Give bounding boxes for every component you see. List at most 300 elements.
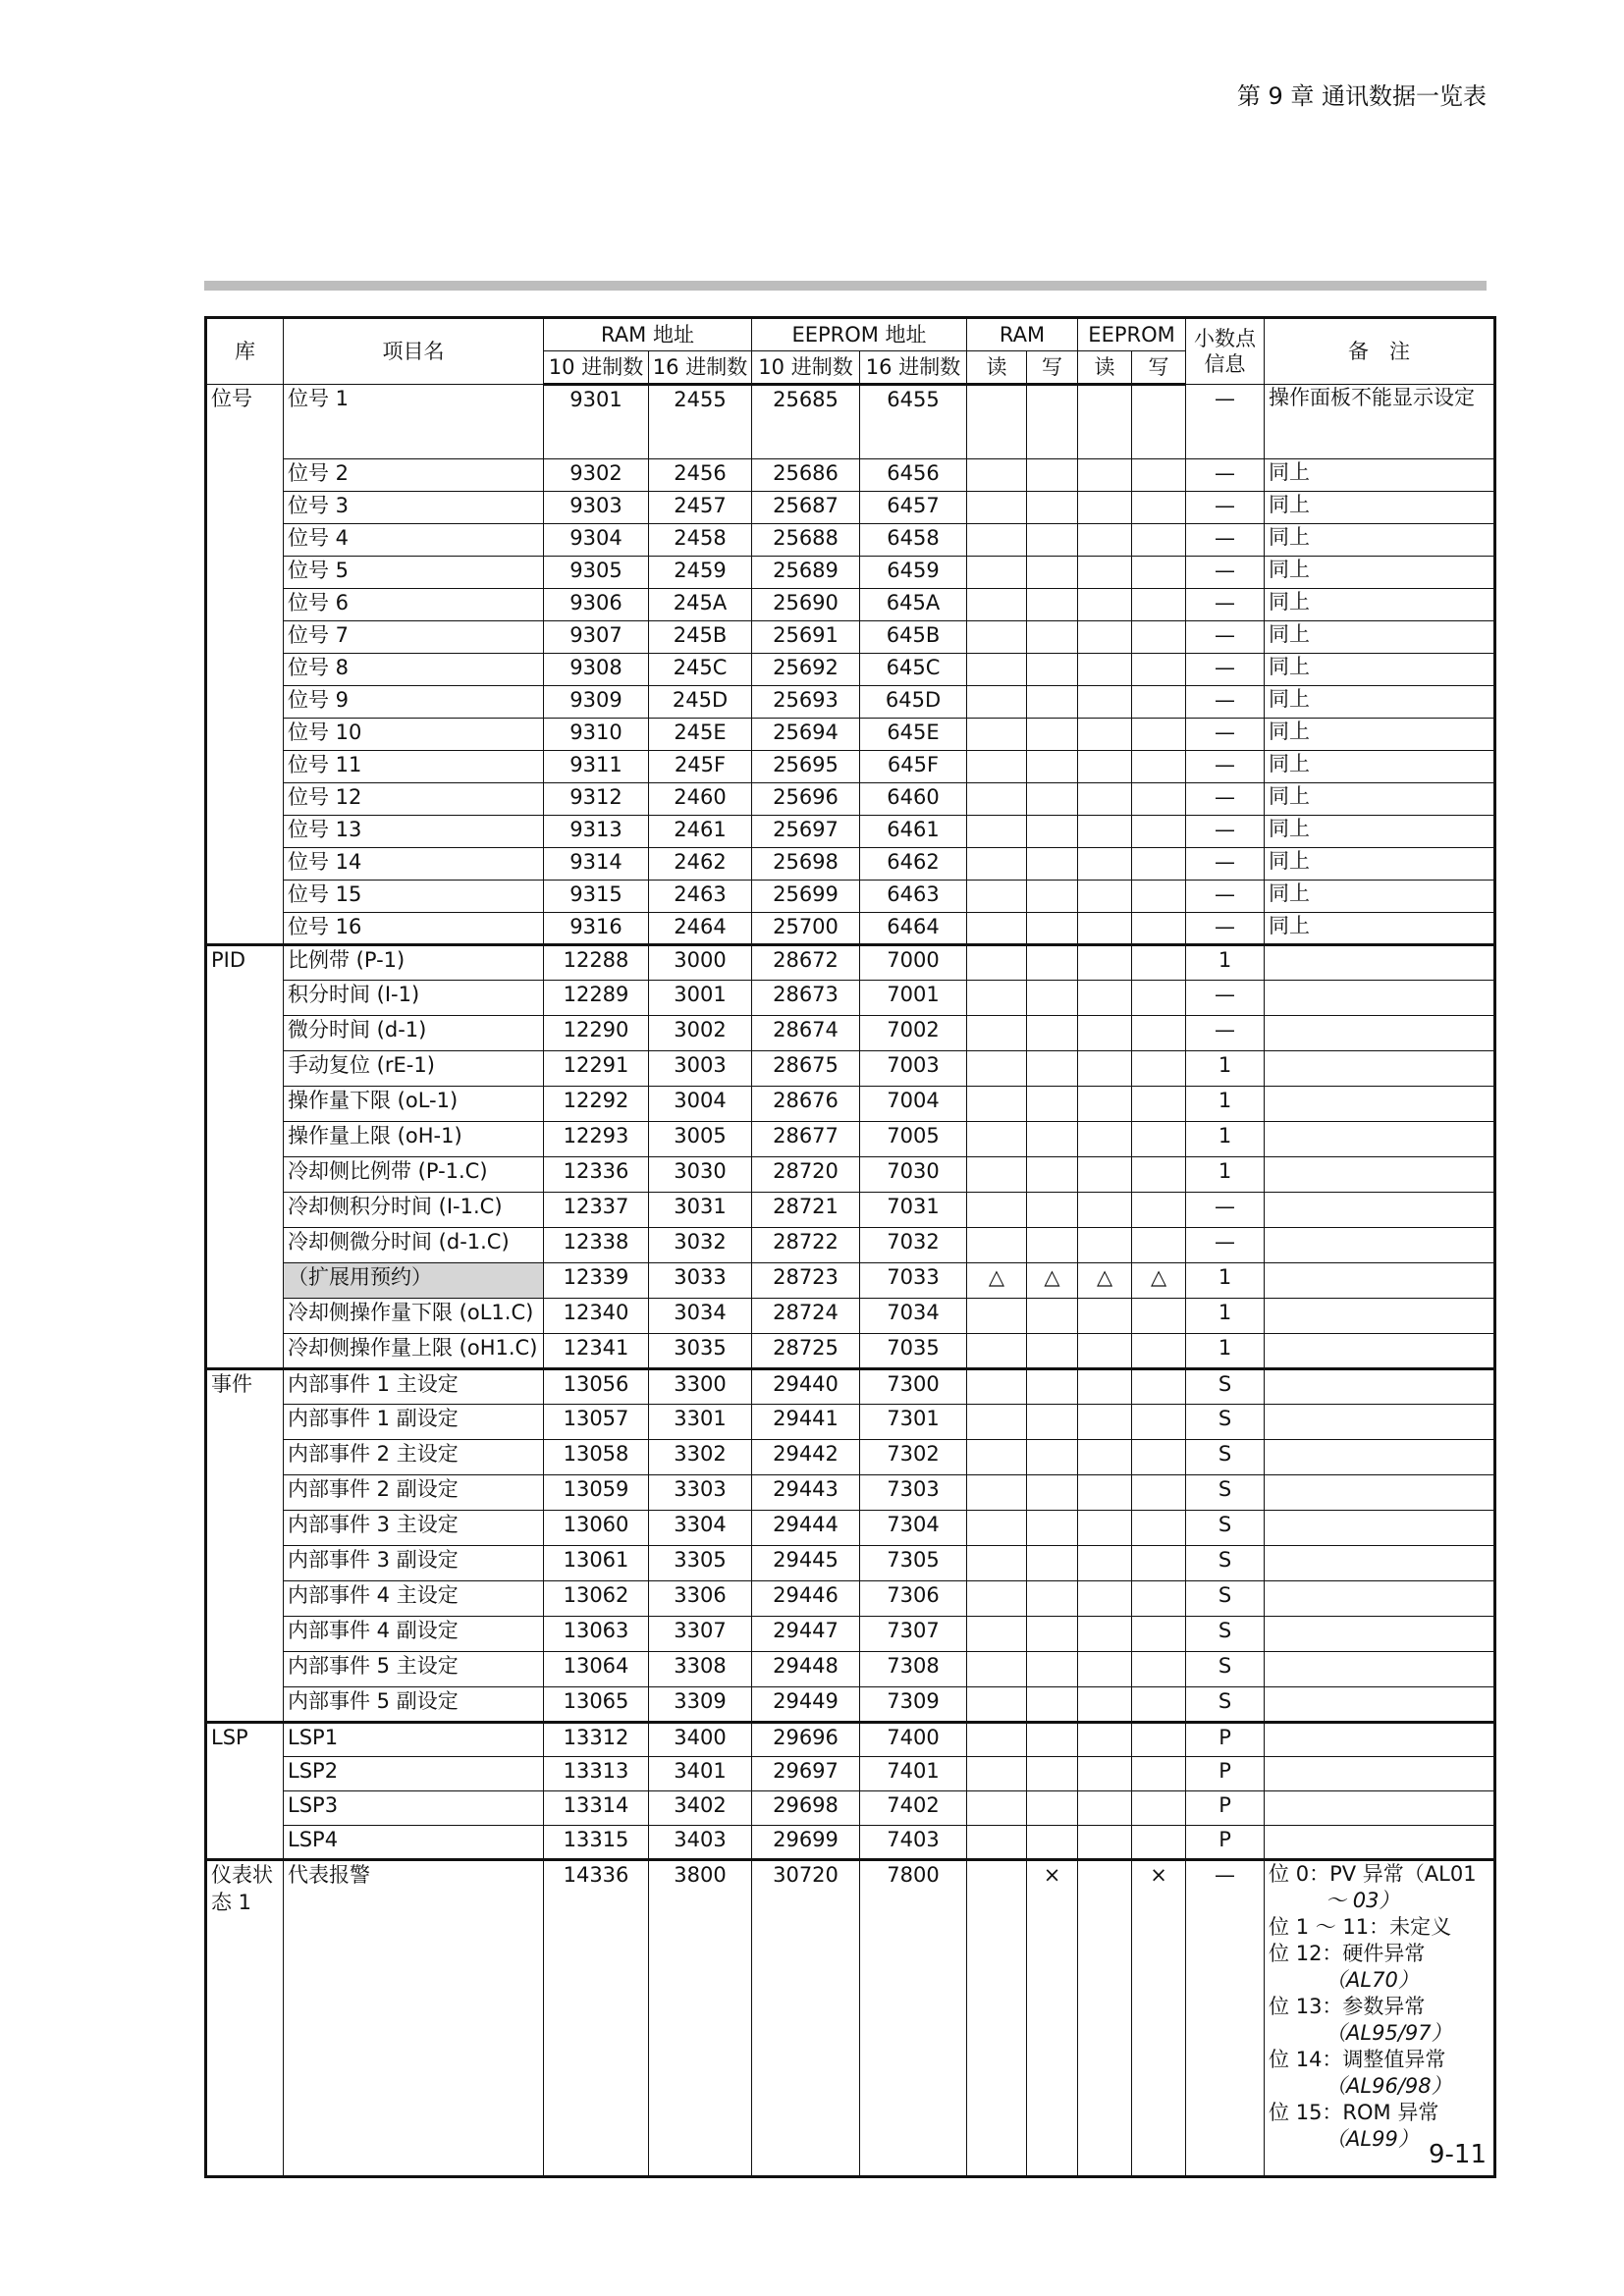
eeprom-write-cell <box>1132 1369 1186 1405</box>
item-name-cell: 积分时间 (I-1) <box>284 981 544 1016</box>
eeprom-dec-cell: 25691 <box>752 621 860 654</box>
ram-write-cell <box>1027 557 1078 589</box>
col-item: 项目名 <box>284 318 544 385</box>
chapter-header: 第 9 章 通讯数据一览表 <box>1236 82 1487 110</box>
col-eeprom: EEPROM <box>1078 318 1186 351</box>
eeprom-read-cell <box>1078 1475 1132 1511</box>
col-ram: RAM <box>967 318 1078 351</box>
table-row <box>206 1581 1495 1617</box>
eeprom-read-cell <box>1078 1511 1132 1546</box>
eeprom-dec-cell: 28672 <box>752 945 860 981</box>
ram-read-cell <box>967 385 1027 459</box>
ram-read-cell <box>967 913 1027 945</box>
eeprom-dec-cell: 28720 <box>752 1157 860 1193</box>
ram-hex-cell: 245E <box>649 719 752 751</box>
ram-read-cell <box>967 1299 1027 1334</box>
eeprom-write-cell <box>1132 1405 1186 1440</box>
eeprom-read-cell <box>1078 881 1132 913</box>
ram-dec-cell: 13312 <box>544 1723 649 1757</box>
remark-cell <box>1265 1475 1495 1511</box>
remark-line: （AL70） <box>1326 1968 1419 1992</box>
ram-dec-cell: 9315 <box>544 881 649 913</box>
ram-dec-cell: 13065 <box>544 1687 649 1723</box>
library-cell: 位号 <box>206 385 284 945</box>
eeprom-read-cell <box>1078 589 1132 621</box>
item-name-cell: LSP1 <box>284 1723 544 1757</box>
ram-dec-cell: 12340 <box>544 1299 649 1334</box>
ram-read-cell <box>967 524 1027 557</box>
table-row <box>206 1791 1495 1826</box>
eeprom-write-cell <box>1132 459 1186 492</box>
decimal-point-cell: — <box>1186 1016 1265 1051</box>
ram-hex-cell: 3005 <box>649 1122 752 1157</box>
eeprom-read-cell <box>1078 1860 1132 2177</box>
ram-dec-cell: 9305 <box>544 557 649 589</box>
ram-hex-cell: 2461 <box>649 816 752 848</box>
item-name-cell: 内部事件 5 副设定 <box>284 1687 544 1723</box>
eeprom-read-cell <box>1078 1757 1132 1791</box>
ram-hex-cell: 3001 <box>649 981 752 1016</box>
eeprom-dec-cell: 29444 <box>752 1511 860 1546</box>
ram-write-cell <box>1027 1440 1078 1475</box>
eeprom-read-cell <box>1078 1369 1132 1405</box>
remark-cell <box>1265 1757 1495 1791</box>
item-name-cell: 位号 11 <box>284 751 544 783</box>
table-row <box>206 492 1495 524</box>
table-row <box>206 1051 1495 1087</box>
remark-cell <box>1265 557 1495 589</box>
item-name-cell: （扩展用预约） <box>284 1263 544 1299</box>
ram-write-cell <box>1027 1051 1078 1087</box>
table-row <box>206 1511 1495 1546</box>
remark-line: 同上 <box>1269 817 1311 840</box>
eeprom-read-cell <box>1078 654 1132 686</box>
ram-read-cell <box>967 751 1027 783</box>
remark-cell <box>1265 1826 1495 1860</box>
col-decimal: 小数点信息 <box>1186 318 1265 385</box>
remark-cell <box>1265 1723 1495 1757</box>
ram-write-cell <box>1027 1299 1078 1334</box>
remark-line: 同上 <box>1269 493 1311 516</box>
remark-cell <box>1265 385 1495 459</box>
ram-dec-cell: 13059 <box>544 1475 649 1511</box>
ram-dec-cell: 9312 <box>544 783 649 816</box>
decimal-point-cell: 1 <box>1186 1157 1265 1193</box>
ram-hex-cell: 245A <box>649 589 752 621</box>
ram-hex-cell: 2463 <box>649 881 752 913</box>
ram-write-cell <box>1027 1511 1078 1546</box>
eeprom-read-cell <box>1078 1652 1132 1687</box>
decimal-point-cell: — <box>1186 816 1265 848</box>
ram-dec-cell: 13061 <box>544 1546 649 1581</box>
ram-hex-cell: 3308 <box>649 1652 752 1687</box>
remark-line: 同上 <box>1269 881 1311 905</box>
col-eeprom-hex: 16 进制数 <box>860 351 967 385</box>
ram-write-cell <box>1027 1016 1078 1051</box>
eeprom-read-cell <box>1078 719 1132 751</box>
eeprom-write-cell <box>1132 1617 1186 1652</box>
ram-read-cell <box>967 1757 1027 1791</box>
ram-dec-cell: 13057 <box>544 1405 649 1440</box>
ram-dec-cell: 12338 <box>544 1228 649 1263</box>
decimal-point-cell: S <box>1186 1546 1265 1581</box>
item-name-cell: 内部事件 2 副设定 <box>284 1475 544 1511</box>
eeprom-hex-cell: 6456 <box>860 459 967 492</box>
ram-hex-cell: 245D <box>649 686 752 719</box>
remark-cell <box>1265 1511 1495 1546</box>
eeprom-hex-cell: 7403 <box>860 1826 967 1860</box>
eeprom-write-cell <box>1132 621 1186 654</box>
ram-write-cell <box>1027 751 1078 783</box>
item-name-cell: 位号 9 <box>284 686 544 719</box>
remark-line: 位 0：PV 异常（AL01 <box>1269 1862 1477 1886</box>
remark-cell <box>1265 1791 1495 1826</box>
ram-read-cell <box>967 492 1027 524</box>
ram-write-cell <box>1027 1652 1078 1687</box>
item-name-cell: 位号 14 <box>284 848 544 881</box>
remark-cell <box>1265 981 1495 1016</box>
ram-hex-cell: 2460 <box>649 783 752 816</box>
remark-line: 位 13：参数异常 <box>1269 1995 1426 2018</box>
eeprom-read-cell <box>1078 621 1132 654</box>
ram-read-cell <box>967 1122 1027 1157</box>
ram-dec-cell: 13315 <box>544 1826 649 1860</box>
remark-cell <box>1265 1299 1495 1334</box>
ram-read-cell <box>967 1087 1027 1122</box>
decimal-point-cell: — <box>1186 557 1265 589</box>
ram-write-cell <box>1027 1581 1078 1617</box>
eeprom-dec-cell: 28723 <box>752 1263 860 1299</box>
ram-read-cell <box>967 881 1027 913</box>
remark-cell <box>1265 945 1495 981</box>
eeprom-write-cell <box>1132 1652 1186 1687</box>
ram-write-cell <box>1027 1791 1078 1826</box>
table-row <box>206 913 1495 945</box>
table-row <box>206 557 1495 589</box>
table-row <box>206 1405 1495 1440</box>
ram-read-cell <box>967 1475 1027 1511</box>
ram-dec-cell: 12289 <box>544 981 649 1016</box>
ram-hex-cell: 2455 <box>649 385 752 459</box>
eeprom-write-cell <box>1132 1016 1186 1051</box>
item-name-cell: 位号 13 <box>284 816 544 848</box>
table-row <box>206 1016 1495 1051</box>
eeprom-write-cell <box>1132 654 1186 686</box>
table-row <box>206 1087 1495 1122</box>
ram-dec-cell: 12339 <box>544 1263 649 1299</box>
table-row <box>206 1546 1495 1581</box>
ram-write-cell <box>1027 589 1078 621</box>
ram-read-cell <box>967 1228 1027 1263</box>
decimal-point-cell: S <box>1186 1687 1265 1723</box>
eeprom-write-cell <box>1132 945 1186 981</box>
ram-dec-cell: 12291 <box>544 1051 649 1087</box>
ram-read-cell <box>967 1157 1027 1193</box>
eeprom-hex-cell: 7303 <box>860 1475 967 1511</box>
eeprom-hex-cell: 7003 <box>860 1051 967 1087</box>
ram-read-cell <box>967 945 1027 981</box>
remark-cell <box>1265 1051 1495 1087</box>
ram-read-cell <box>967 816 1027 848</box>
eeprom-dec-cell: 25699 <box>752 881 860 913</box>
eeprom-hex-cell: 7002 <box>860 1016 967 1051</box>
item-name-cell: 冷却侧操作量下限 (oL1.C) <box>284 1299 544 1334</box>
library-cell: PID <box>206 945 284 1369</box>
decimal-point-cell: — <box>1186 459 1265 492</box>
item-name-cell: 位号 6 <box>284 589 544 621</box>
eeprom-dec-cell: 28725 <box>752 1334 860 1369</box>
decimal-point-cell: — <box>1186 686 1265 719</box>
item-name-cell: 位号 1 <box>284 385 544 459</box>
remark-cell <box>1265 1440 1495 1475</box>
eeprom-write-cell <box>1132 1826 1186 1860</box>
page-number: 9-11 <box>1428 2140 1487 2169</box>
eeprom-write-cell <box>1132 913 1186 945</box>
eeprom-dec-cell: 25693 <box>752 686 860 719</box>
item-name-cell: 位号 15 <box>284 881 544 913</box>
table-row <box>206 1334 1495 1369</box>
ram-dec-cell: 9303 <box>544 492 649 524</box>
item-name-cell: 冷却侧比例带 (P-1.C) <box>284 1157 544 1193</box>
col-eeprom-write: 写 <box>1132 351 1186 385</box>
eeprom-hex-cell: 7307 <box>860 1617 967 1652</box>
table-row <box>206 589 1495 621</box>
remark-line: 位 12：硬件异常 <box>1269 1942 1426 1965</box>
table-row <box>206 816 1495 848</box>
ram-write-cell <box>1027 621 1078 654</box>
col-lib: 库 <box>206 318 284 385</box>
decimal-point-cell: — <box>1186 848 1265 881</box>
eeprom-dec-cell: 29440 <box>752 1369 860 1405</box>
eeprom-hex-cell: 7402 <box>860 1791 967 1826</box>
item-name-cell: 位号 4 <box>284 524 544 557</box>
eeprom-hex-cell: 7302 <box>860 1440 967 1475</box>
eeprom-read-cell <box>1078 1122 1132 1157</box>
ram-hex-cell: 2462 <box>649 848 752 881</box>
eeprom-dec-cell: 25689 <box>752 557 860 589</box>
remark-line: 位 1 ～ 11：未定义 <box>1269 1915 1452 1939</box>
eeprom-read-cell <box>1078 1546 1132 1581</box>
remark-line: （AL95/97） <box>1326 2021 1452 2045</box>
col-remark: 备 注 <box>1265 318 1495 385</box>
ram-write-cell <box>1027 1122 1078 1157</box>
table-row <box>206 1228 1495 1263</box>
table-row <box>206 1369 1495 1405</box>
eeprom-dec-cell: 25694 <box>752 719 860 751</box>
decimal-point-cell: S <box>1186 1369 1265 1405</box>
eeprom-write-cell <box>1132 524 1186 557</box>
ram-dec-cell: 12293 <box>544 1122 649 1157</box>
remark-cell <box>1265 751 1495 783</box>
ram-dec-cell: 9310 <box>544 719 649 751</box>
ram-read-cell <box>967 621 1027 654</box>
eeprom-read-cell <box>1078 1228 1132 1263</box>
eeprom-hex-cell: 7004 <box>860 1087 967 1122</box>
eeprom-dec-cell: 28674 <box>752 1016 860 1051</box>
ram-write-cell <box>1027 459 1078 492</box>
ram-write-cell <box>1027 686 1078 719</box>
ram-write-cell <box>1027 1546 1078 1581</box>
eeprom-dec-cell: 28724 <box>752 1299 860 1334</box>
ram-dec-cell: 14336 <box>544 1860 649 2177</box>
decimal-point-cell: S <box>1186 1475 1265 1511</box>
table-row <box>206 459 1495 492</box>
eeprom-hex-cell: 7033 <box>860 1263 967 1299</box>
eeprom-read-cell <box>1078 1299 1132 1334</box>
ram-read-cell <box>967 1546 1027 1581</box>
eeprom-dec-cell: 25696 <box>752 783 860 816</box>
eeprom-read-cell <box>1078 1826 1132 1860</box>
eeprom-hex-cell: 7030 <box>860 1157 967 1193</box>
decimal-point-cell: — <box>1186 621 1265 654</box>
eeprom-hex-cell: 6455 <box>860 385 967 459</box>
remark-line: 位 15：ROM 异常 <box>1269 2101 1439 2124</box>
ram-dec-cell: 12292 <box>544 1087 649 1122</box>
remark-cell <box>1265 881 1495 913</box>
decimal-point-cell: S <box>1186 1617 1265 1652</box>
eeprom-dec-cell: 25690 <box>752 589 860 621</box>
eeprom-hex-cell: 7001 <box>860 981 967 1016</box>
ram-hex-cell: 3306 <box>649 1581 752 1617</box>
eeprom-dec-cell: 29445 <box>752 1546 860 1581</box>
ram-write-cell <box>1027 1405 1078 1440</box>
ram-hex-cell: 3004 <box>649 1087 752 1122</box>
eeprom-hex-cell: 6459 <box>860 557 967 589</box>
ram-read-cell <box>967 1193 1027 1228</box>
item-name-cell: 冷却侧操作量上限 (oH1.C) <box>284 1334 544 1369</box>
remark-cell <box>1265 719 1495 751</box>
remark-line: （AL96/98） <box>1326 2074 1452 2098</box>
remark-cell <box>1265 524 1495 557</box>
ram-write-cell <box>1027 1826 1078 1860</box>
eeprom-write-cell <box>1132 1581 1186 1617</box>
decimal-point-cell: S <box>1186 1405 1265 1440</box>
ram-dec-cell: 13062 <box>544 1581 649 1617</box>
table-row <box>206 1687 1495 1723</box>
ram-hex-cell: 245C <box>649 654 752 686</box>
remark-cell <box>1265 1228 1495 1263</box>
ram-write-cell <box>1027 654 1078 686</box>
item-name-cell: 内部事件 1 主设定 <box>284 1369 544 1405</box>
ram-read-cell <box>967 1334 1027 1369</box>
remark-cell <box>1265 1157 1495 1193</box>
ram-read-cell: △ <box>967 1263 1027 1299</box>
ram-read-cell <box>967 1511 1027 1546</box>
table-row <box>206 1652 1495 1687</box>
eeprom-hex-cell: 7400 <box>860 1723 967 1757</box>
remark-cell <box>1265 1652 1495 1687</box>
remark-line: 同上 <box>1269 460 1311 484</box>
decimal-point-cell: — <box>1186 589 1265 621</box>
remark-cell <box>1265 589 1495 621</box>
col-ram-addr: RAM 地址 <box>544 318 752 351</box>
eeprom-dec-cell: 28722 <box>752 1228 860 1263</box>
table-row <box>206 1440 1495 1475</box>
ram-hex-cell: 3303 <box>649 1475 752 1511</box>
table-row <box>206 1475 1495 1511</box>
ram-write-cell <box>1027 719 1078 751</box>
ram-write-cell <box>1027 492 1078 524</box>
decimal-point-cell: 1 <box>1186 1122 1265 1157</box>
item-name-cell: LSP2 <box>284 1757 544 1791</box>
eeprom-dec-cell: 29441 <box>752 1405 860 1440</box>
ram-hex-cell: 3400 <box>649 1723 752 1757</box>
remark-cell <box>1265 1369 1495 1405</box>
ram-write-cell <box>1027 385 1078 459</box>
eeprom-dec-cell: 28676 <box>752 1087 860 1122</box>
item-name-cell: 内部事件 4 主设定 <box>284 1581 544 1617</box>
eeprom-write-cell <box>1132 751 1186 783</box>
ram-dec-cell: 9308 <box>544 654 649 686</box>
item-name-cell: 操作量下限 (oL-1) <box>284 1087 544 1122</box>
eeprom-write-cell <box>1132 1228 1186 1263</box>
eeprom-read-cell <box>1078 459 1132 492</box>
eeprom-hex-cell: 7005 <box>860 1122 967 1157</box>
item-name-cell: 微分时间 (d-1) <box>284 1016 544 1051</box>
ram-write-cell <box>1027 1334 1078 1369</box>
item-name-cell: 比例带 (P-1) <box>284 945 544 981</box>
remark-cell <box>1265 1193 1495 1228</box>
ram-write-cell <box>1027 1475 1078 1511</box>
ram-dec-cell: 9301 <box>544 385 649 459</box>
library-cell: 事件 <box>206 1369 284 1723</box>
remark-cell <box>1265 1405 1495 1440</box>
eeprom-read-cell <box>1078 1440 1132 1475</box>
ram-read-cell <box>967 1440 1027 1475</box>
eeprom-read-cell <box>1078 751 1132 783</box>
item-name-cell: 位号 5 <box>284 557 544 589</box>
remark-line: 同上 <box>1269 720 1311 743</box>
eeprom-dec-cell: 25687 <box>752 492 860 524</box>
remark-cell <box>1265 459 1495 492</box>
ram-hex-cell: 3401 <box>649 1757 752 1791</box>
table-row <box>206 945 1495 981</box>
remark-cell <box>1265 783 1495 816</box>
ram-dec-cell: 13064 <box>544 1652 649 1687</box>
eeprom-read-cell <box>1078 1157 1132 1193</box>
decimal-point-cell: S <box>1186 1581 1265 1617</box>
remark-cell <box>1265 1546 1495 1581</box>
table-row <box>206 1263 1495 1299</box>
table-header <box>206 318 1495 385</box>
ram-dec-cell: 9302 <box>544 459 649 492</box>
item-name-cell: 内部事件 4 副设定 <box>284 1617 544 1652</box>
ram-dec-cell: 12288 <box>544 945 649 981</box>
eeprom-dec-cell: 29443 <box>752 1475 860 1511</box>
eeprom-dec-cell: 29699 <box>752 1826 860 1860</box>
eeprom-write-cell <box>1132 981 1186 1016</box>
ram-write-cell <box>1027 524 1078 557</box>
eeprom-write-cell <box>1132 1157 1186 1193</box>
eeprom-dec-cell: 29446 <box>752 1581 860 1617</box>
ram-hex-cell: 3300 <box>649 1369 752 1405</box>
ram-hex-cell: 2457 <box>649 492 752 524</box>
eeprom-write-cell <box>1132 1122 1186 1157</box>
eeprom-hex-cell: 645A <box>860 589 967 621</box>
remark-cell <box>1265 686 1495 719</box>
remark-line: 同上 <box>1269 687 1311 711</box>
eeprom-write-cell <box>1132 557 1186 589</box>
col-ram-read: 读 <box>967 351 1027 385</box>
eeprom-hex-cell: 7300 <box>860 1369 967 1405</box>
eeprom-hex-cell: 6458 <box>860 524 967 557</box>
ram-read-cell <box>967 783 1027 816</box>
ram-read-cell <box>967 1369 1027 1405</box>
table-row <box>206 1723 1495 1757</box>
remark-line: （AL99） <box>1326 2127 1419 2151</box>
ram-hex-cell: 245F <box>649 751 752 783</box>
eeprom-read-cell <box>1078 1687 1132 1723</box>
